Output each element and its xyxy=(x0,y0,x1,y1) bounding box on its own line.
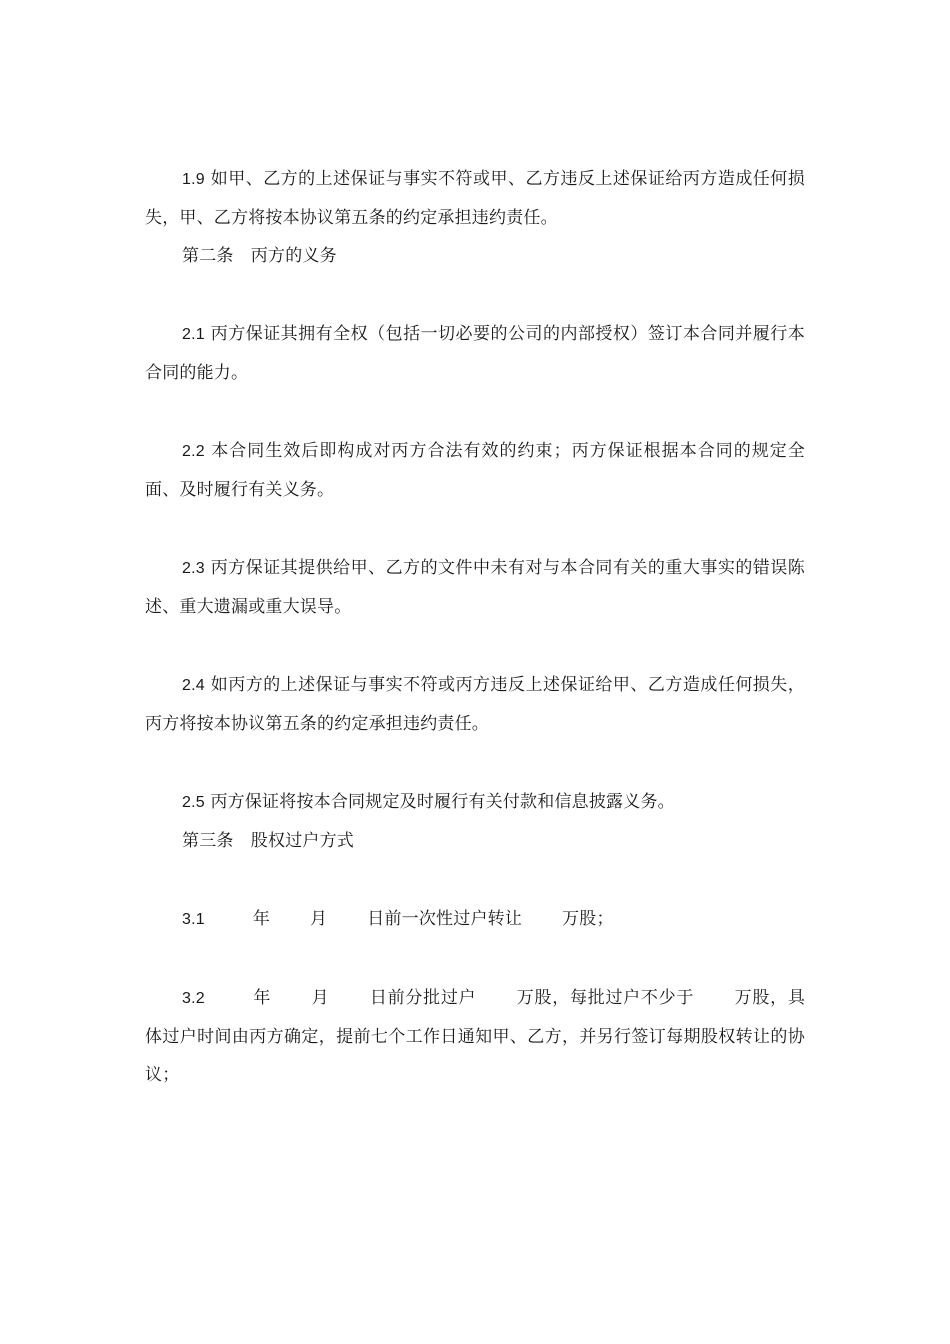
clause-number: 2.4 xyxy=(182,677,205,694)
month-label: 月 xyxy=(311,988,330,1008)
clause-text: 本合同生效后即构成对丙方合法有效的约束；丙方保证根据本合同的规定全面、及时履行有关义务。 xyxy=(145,441,805,500)
clause-text: 如丙方的上述保证与事实不符或丙方违反上述保证给甲、乙方造成任何损失，丙方将按本协议第五条的约定承担违约责任。 xyxy=(145,675,805,734)
clause-2-2 xyxy=(145,432,805,509)
clause-1-9 xyxy=(145,160,805,237)
clause-2-1 xyxy=(145,315,805,392)
clause-3-1 xyxy=(145,900,805,939)
clause-number: 2.3 xyxy=(182,560,205,577)
clause-number: 2.1 xyxy=(182,326,205,343)
clause-2-4 xyxy=(145,666,805,743)
clause-text: 丙方保证其拥有全权（包括一切必要的公司的内部授权）签订本合同并履行本合同的能力。 xyxy=(145,324,805,383)
clause-text: 如甲、乙方的上述保证与事实不符或甲、乙方违反上述保证给丙方造成任何损失，甲、乙方将按本协议第五条的约定承担违约责任。 xyxy=(145,169,805,228)
shares-label: 万股，每批过户不少于 xyxy=(516,988,695,1008)
clause-3-2 xyxy=(145,979,805,1094)
article-2-heading: 第二条 丙方的义务 xyxy=(182,246,337,266)
clause-number: 2.5 xyxy=(182,794,205,811)
year-label: 年 xyxy=(252,988,272,1008)
clause-number: 3.2 xyxy=(182,990,205,1007)
shares-label: 万股， xyxy=(734,988,788,1008)
document-body xyxy=(145,160,805,1094)
clause-number: 3.1 xyxy=(182,911,205,928)
clause-2-5 xyxy=(145,783,805,822)
clause-2-3 xyxy=(145,549,805,626)
clause-text: 日前一次性过户转让 xyxy=(367,909,523,929)
clause-number: 2.2 xyxy=(182,443,205,460)
shares-label: 万股； xyxy=(562,909,614,929)
article-3-heading: 第三条 股权过户方式 xyxy=(182,831,354,851)
clause-text: 具体过户时间由丙方确定，提前七个工作日通知甲、乙方，并另行签订每期股权转让的协议； xyxy=(145,988,806,1085)
clause-text: 丙方保证将按本合同规定及时履行有关付款和信息披露义务。 xyxy=(210,792,675,812)
year-label: 年 xyxy=(252,909,271,929)
month-label: 月 xyxy=(310,909,328,929)
clause-text: 丙方保证其提供给甲、乙方的文件中未有对与本合同有关的重大事实的错误陈述、重大遗漏或重大误导。 xyxy=(145,558,805,617)
clause-text: 日前分批过户 xyxy=(369,988,477,1008)
clause-number: 1.9 xyxy=(182,171,205,188)
